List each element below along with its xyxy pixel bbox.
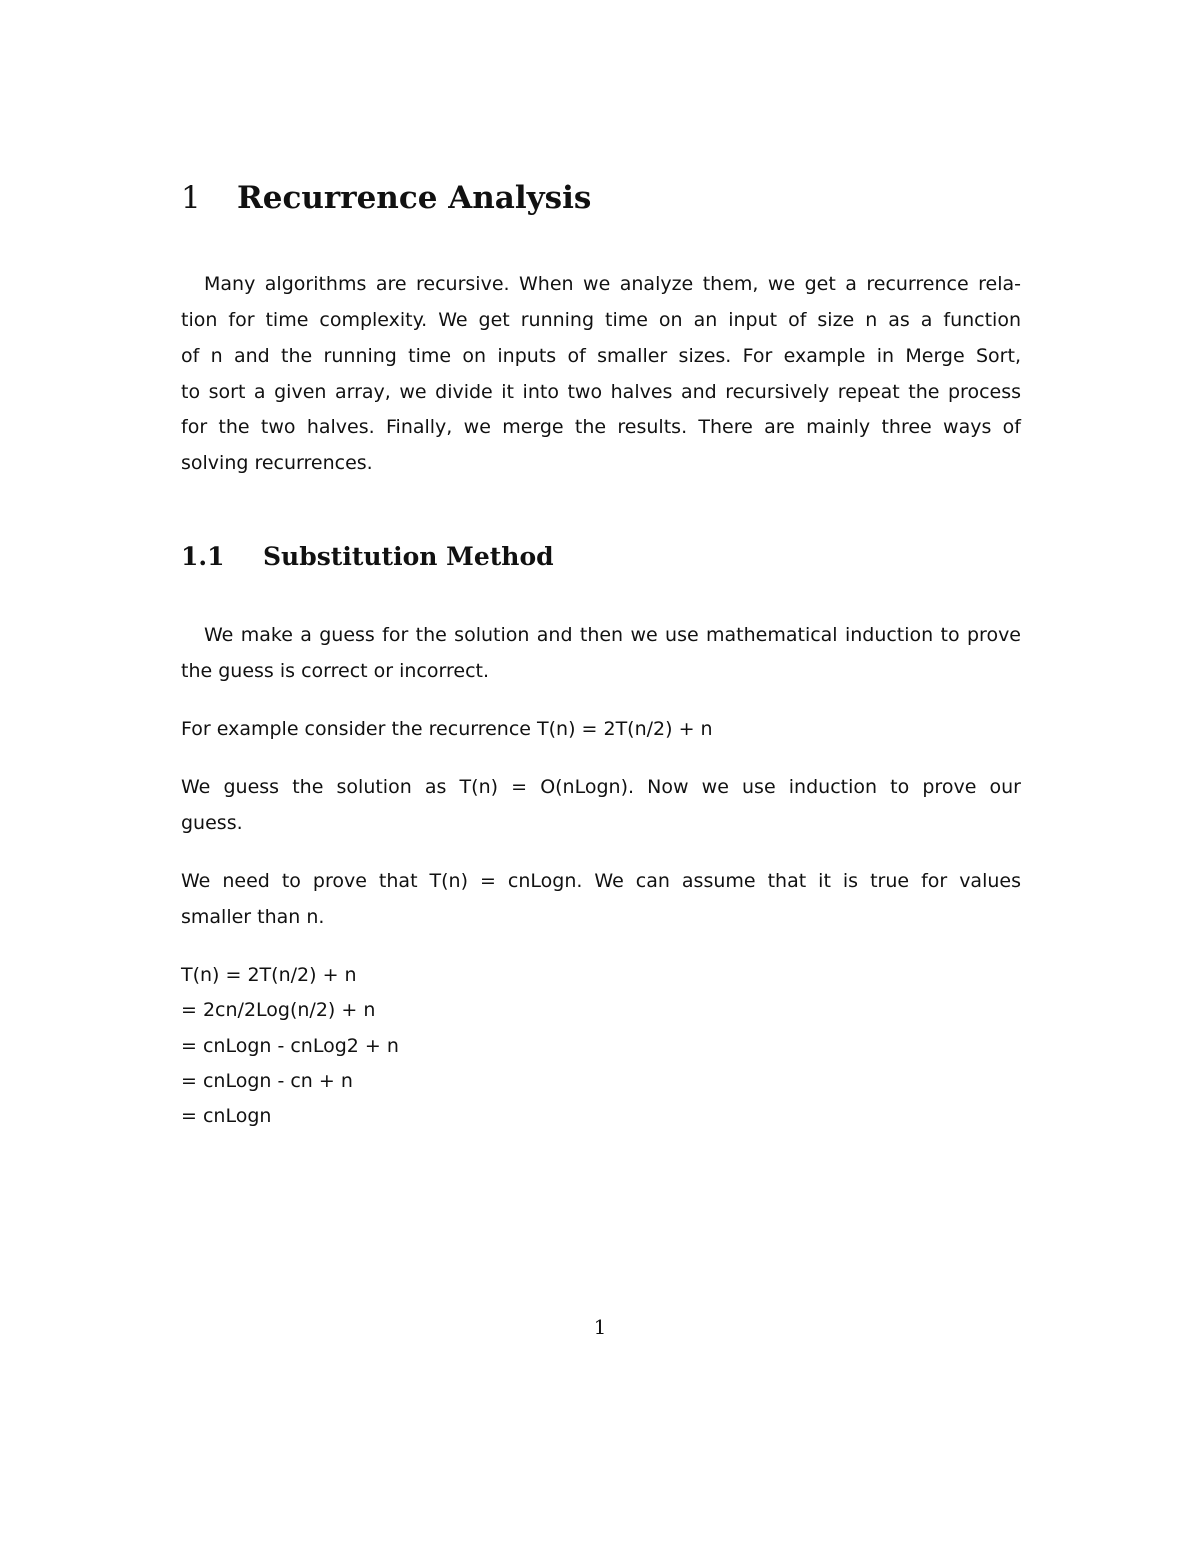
- derivation-step: T(n) = 2T(n/2) + n: [181, 964, 357, 986]
- paragraph-line: for the two halves. Finally, we merge the results. There are mainly three ways of: [181, 416, 1021, 438]
- subsection-number: 1.1: [181, 542, 225, 571]
- paragraph-line: guess.: [181, 812, 243, 834]
- paragraph-line: tion for time complexity. We get running time on an input of size n as a function: [181, 309, 1021, 331]
- paragraph-line: We guess the solution as T(n) = O(nLogn). Now we use induction to prove our: [181, 776, 1021, 798]
- example-line: For example consider the recurrence T(n) = 2T(n/2) + n: [181, 718, 713, 740]
- derivation-step: = cnLogn: [181, 1105, 272, 1127]
- paragraph-line: Many algorithms are recursive. When we analyze them, we get a recurrence rela-: [204, 273, 1021, 295]
- subsection-title: Substitution Method: [263, 542, 554, 571]
- subsection-heading: [181, 539, 554, 575]
- paragraph-line: We make a guess for the solution and then we use mathematical induction to prove: [204, 624, 1021, 646]
- paragraph-line: smaller than n.: [181, 906, 325, 928]
- paragraph-line: solving recurrences.: [181, 452, 373, 474]
- paragraph-line: the guess is correct or incorrect.: [181, 660, 489, 682]
- derivation-step: = 2cn/2Log(n/2) + n: [181, 999, 376, 1021]
- section-heading: [181, 176, 591, 220]
- section-title: Recurrence Analysis: [237, 180, 592, 216]
- derivation-step: = cnLogn - cn + n: [181, 1070, 353, 1092]
- derivation-step: = cnLogn - cnLog2 + n: [181, 1035, 399, 1057]
- section-number: 1: [181, 180, 201, 216]
- page-number: 1: [593, 1315, 607, 1339]
- paragraph-line: of n and the running time on inputs of smaller sizes. For example in Merge Sort,: [181, 345, 1021, 367]
- paragraph-line: We need to prove that T(n) = cnLogn. We can assume that it is true for values: [181, 870, 1021, 892]
- paragraph-line: to sort a given array, we divide it into two halves and recursively repeat the process: [181, 381, 1021, 403]
